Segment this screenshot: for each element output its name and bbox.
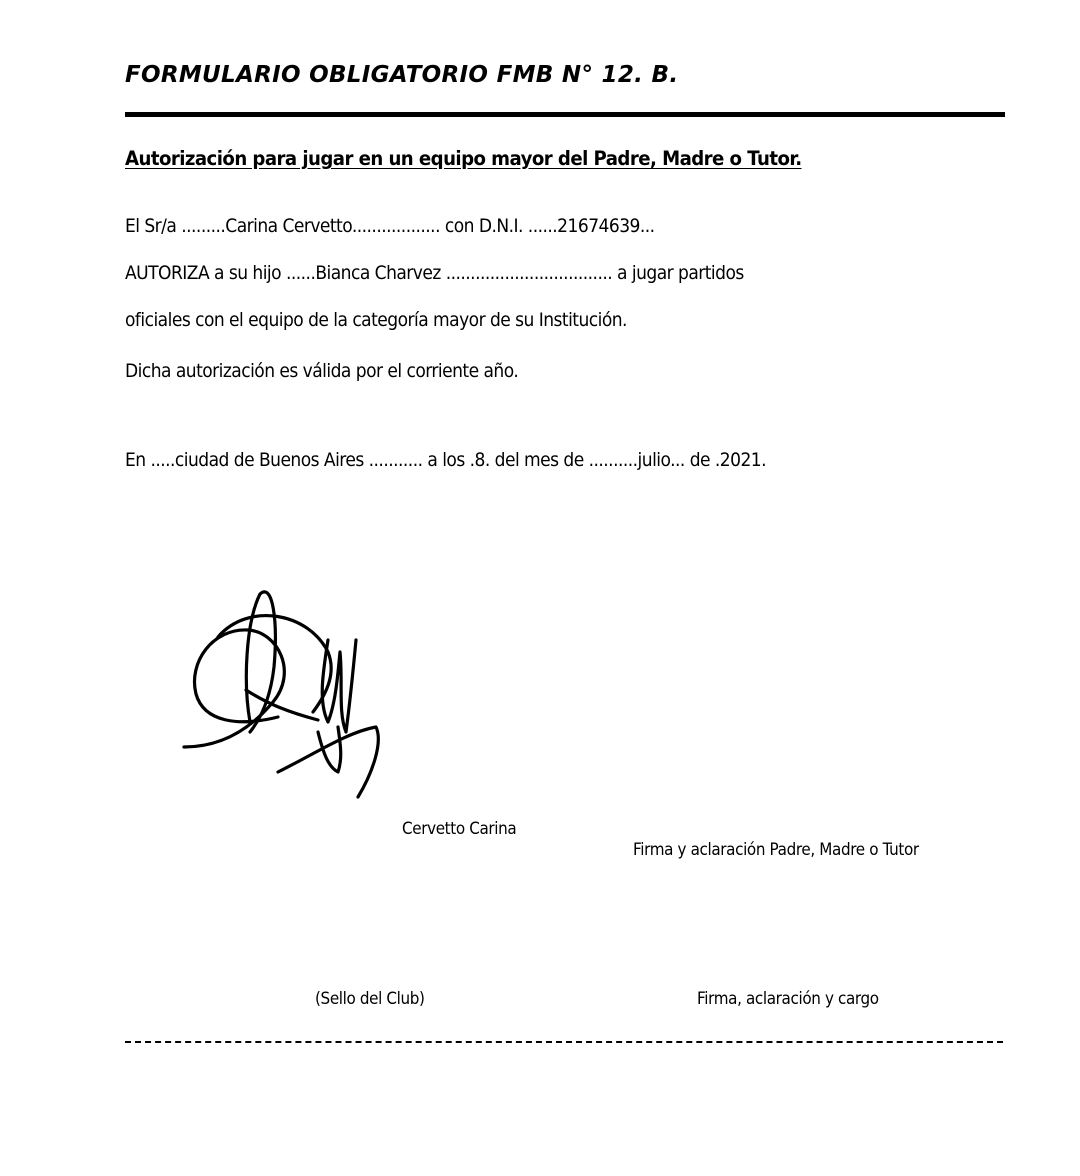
club-officer-signature-label: Firma, aclaración y cargo [697,989,879,1008]
place-date-line: En .....ciudad de Buenos Aires ........... a los .8. del mes de ..........julio... de .2021. [125,449,767,471]
handwritten-signature [178,582,388,804]
parent-identity-line: El Sr/a .........Carina Cervetto.................. con D.N.I. ......21674639... [125,215,655,237]
form-subtitle: Autorización para jugar en un equipo mayor del Padre, Madre o Tutor. [125,147,802,170]
authorization-continuation-line: oficiales con el equipo de la categoría mayor de su Institución. [125,309,627,331]
signature-stroke-tall [246,592,275,732]
form-title: FORMULARIO OBLIGATORIO FMB N° 12. B. [125,62,679,88]
club-stamp-label: (Sello del Club) [315,989,425,1008]
validity-line: Dicha autorización es válida por el corriente año. [125,360,519,382]
signature-stroke-descender [318,727,341,772]
parent-signature-caption: Firma y aclaración Padre, Madre o Tutor [633,840,919,859]
signature-stroke-cross [246,690,318,720]
authorization-line: AUTORIZA a su hijo ......Bianca Charvez .................................. a jugar partidos [125,262,744,284]
title-rule [125,112,1005,117]
cut-line-divider [125,1041,1003,1043]
signer-name: Cervetto Carina [402,819,517,838]
